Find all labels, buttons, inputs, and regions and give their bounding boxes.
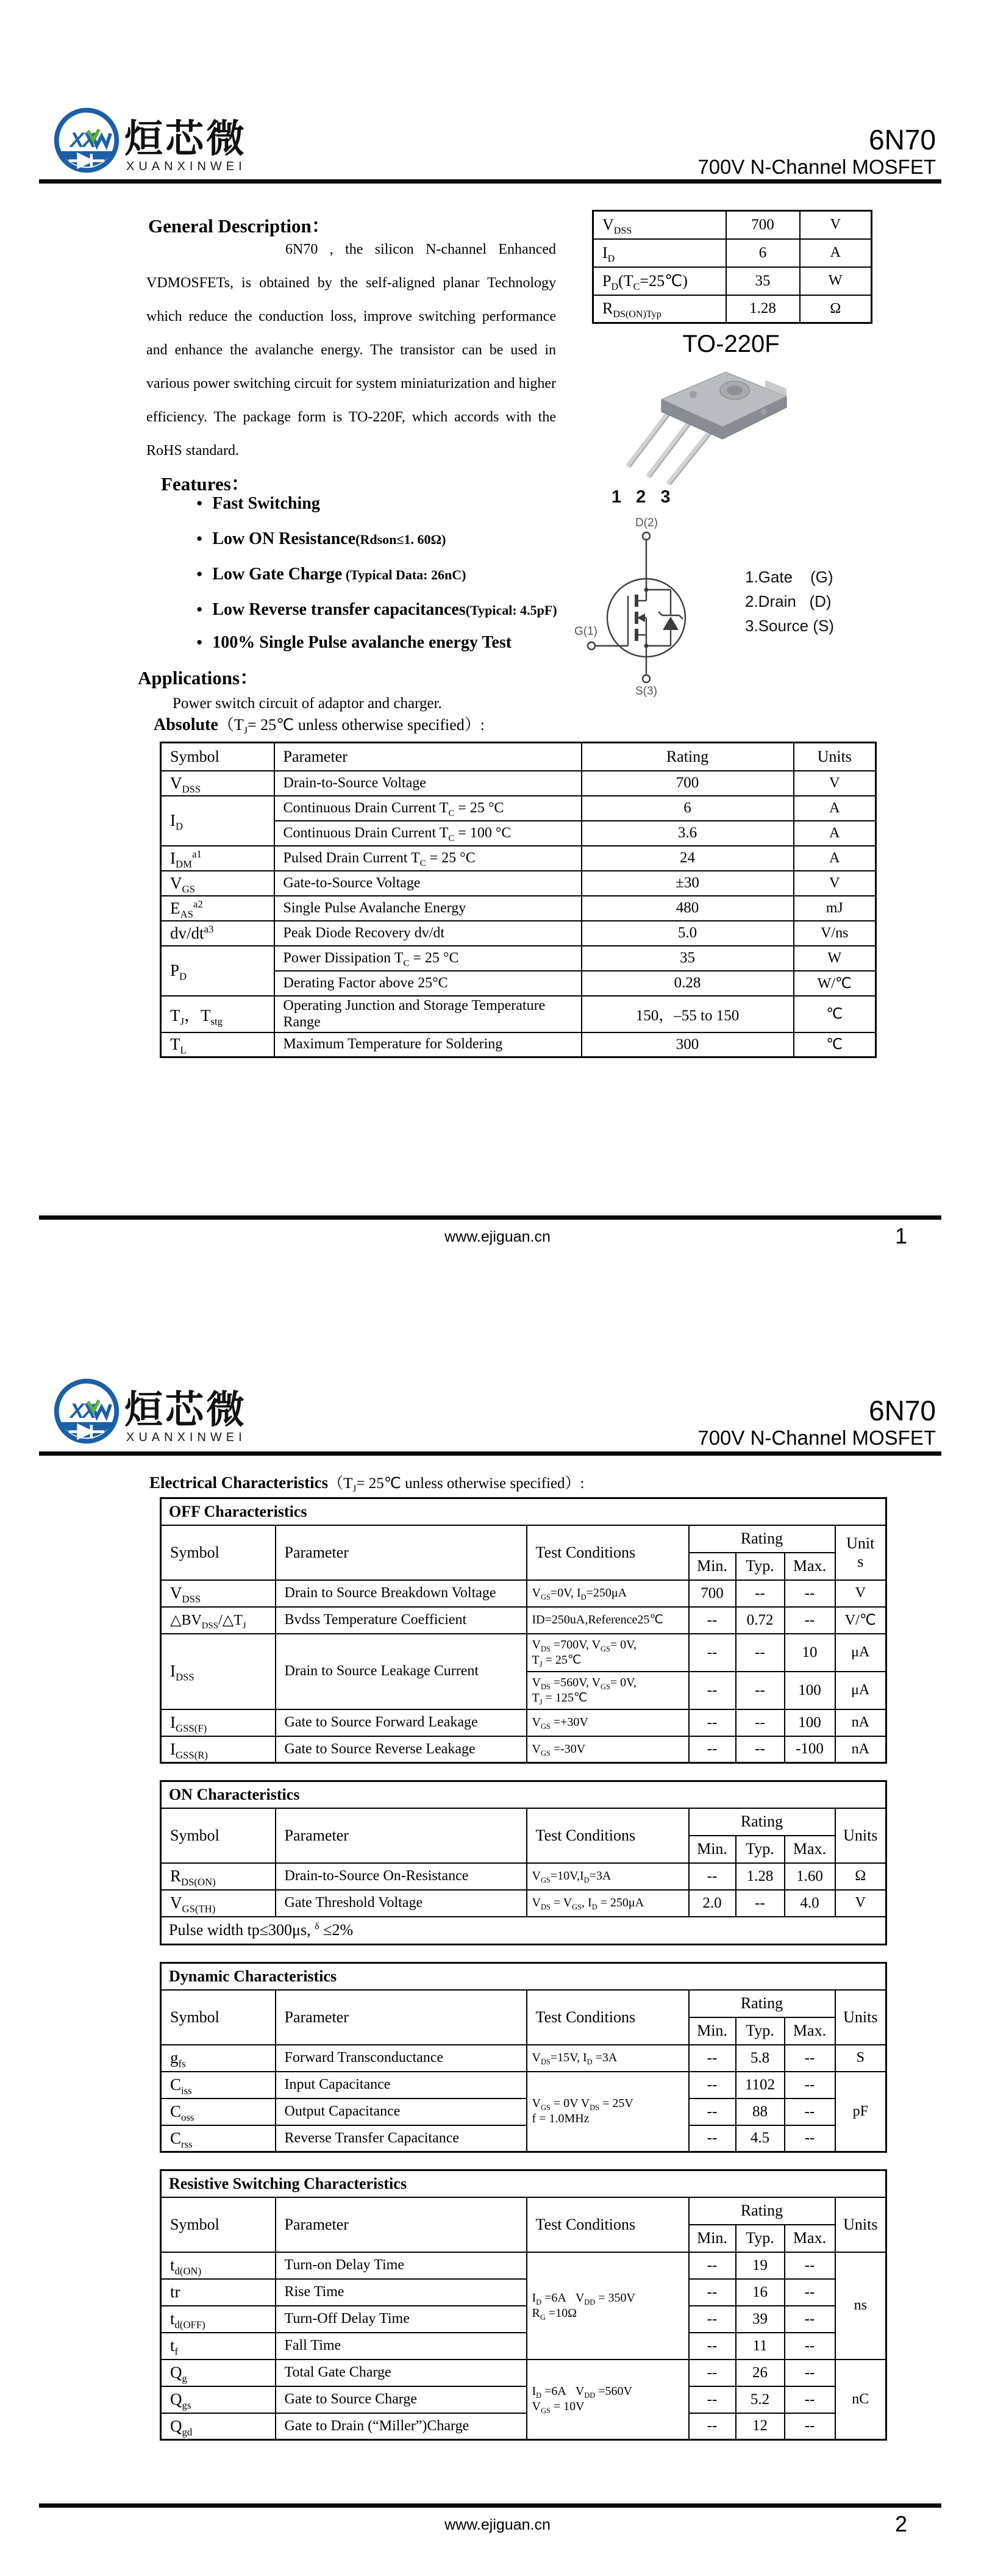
- absolute-ratings-title: $Absolute(T_J=$ 25℃ unless otherwise specified）:: [154, 715, 485, 737]
- gate-label: G(1): [574, 625, 597, 638]
- applications-title: Applications：: [138, 667, 259, 689]
- header-cell: Max.: [785, 1836, 835, 1863]
- cell: Total Gate Charge: [276, 2360, 527, 2386]
- header-cell: Min.: [689, 1553, 736, 1580]
- cell: Gate to Source Charge: [276, 2386, 527, 2413]
- cell: --: [689, 2306, 736, 2333]
- cell: Drain-to-Source Voltage: [274, 771, 582, 796]
- cell: 1.28: [726, 295, 800, 323]
- cell: $E_{AS}^{a2}$: [161, 896, 274, 921]
- cell: $V_{GS}=10V,I_D=3A$: [527, 1863, 689, 1890]
- cell: --: [785, 2072, 835, 2098]
- header-cell: Typ.: [736, 2017, 785, 2045]
- on-characteristics-table: [160, 1780, 885, 1945]
- cell: --: [689, 2413, 736, 2440]
- cell: --: [689, 2098, 736, 2125]
- cell: 700: [582, 771, 794, 796]
- cell: 2.0: [689, 1890, 736, 1917]
- footer-site: www.ejiguan.cn: [444, 2516, 551, 2533]
- cell: V: [794, 771, 876, 796]
- cell: μA: [835, 1634, 886, 1672]
- svg-text:X: X: [70, 129, 84, 152]
- quick-ratings-table: [592, 210, 871, 324]
- header-cell: Max.: [785, 2017, 835, 2045]
- cell: ℃: [794, 996, 876, 1032]
- section-title: ON Characteristics: [161, 1781, 886, 1808]
- header-cell: Parameter: [276, 1525, 527, 1580]
- cell: Maximum Temperature for Soldering: [274, 1032, 582, 1057]
- cell: $R_{DS(ON)}$: [161, 1863, 276, 1890]
- cell: 1.60: [785, 1863, 835, 1890]
- header-cell: Typ.: [736, 1836, 785, 1863]
- cell: --: [785, 1607, 835, 1634]
- cell: mJ: [794, 896, 876, 921]
- cell: 6: [726, 239, 800, 267]
- cell: 3.6: [582, 821, 794, 846]
- datasheet-page-2: [0, 1288, 995, 2576]
- bullet-icon: ●: [196, 532, 203, 544]
- cell: --: [689, 2333, 736, 2360]
- cell: V/℃: [835, 1607, 886, 1634]
- cell: $C_{iss}$: [161, 2072, 276, 2098]
- header-cell: Parameter: [276, 1808, 527, 1863]
- cell: Drain to Source Leakage Current: [276, 1634, 527, 1709]
- cell: 1102: [736, 2072, 785, 2098]
- section-title: Resistive Switching Characteristics: [161, 2170, 886, 2197]
- cell: 26: [736, 2360, 785, 2386]
- bullet-icon: ●: [196, 568, 203, 579]
- electrical-characteristics-title: Electrical $Characteristics(T_J=$ 25℃ unless otherwise specified）:: [149, 1473, 585, 1494]
- header-cell: Symbol: [161, 1525, 276, 1580]
- cell: --: [689, 2252, 736, 2279]
- cell: --: [689, 2279, 736, 2306]
- header-cell: Parameter: [276, 1990, 527, 2045]
- cell: 24: [582, 846, 794, 871]
- feature-item: ● 100% Single Pulse avalanche energy Test: [196, 633, 512, 652]
- cell: $V_{GS(TH)}$: [161, 1890, 276, 1917]
- cell: Input Capacitance: [276, 2072, 527, 2098]
- cell: $P_D(T_C=25℃)$: [593, 267, 726, 295]
- header-cell: Min.: [689, 2225, 736, 2252]
- drain-label: D(2): [635, 517, 658, 529]
- brand-logo-icon: [52, 106, 121, 174]
- cell: $V_{GS} =+30V$: [527, 1709, 689, 1736]
- cell: Turn-on Delay Time: [276, 2252, 527, 2279]
- cell: W/℃: [794, 971, 876, 996]
- cell: Continuous Drain Current $T_C = 100$ °C: [274, 821, 582, 846]
- cell: --: [689, 2360, 736, 2386]
- part-number: 6N70: [869, 1395, 936, 1426]
- cell: --: [736, 1736, 785, 1763]
- cell: Drain-to-Source On-Resistance: [276, 1863, 527, 1890]
- cell: --: [689, 2072, 736, 2098]
- package-image: [610, 363, 811, 485]
- cell: 39: [736, 2306, 785, 2333]
- pin-description-list: [745, 565, 834, 638]
- header-rule: [39, 179, 941, 184]
- cell: $g_{fs}$: [161, 2045, 276, 2072]
- brand-name-en: XUANXINWEI: [126, 1431, 246, 1444]
- cell: 88: [736, 2098, 785, 2125]
- cell: W: [794, 946, 876, 971]
- dynamic-characteristics-table: [160, 1962, 885, 2153]
- cell: --: [736, 1634, 785, 1672]
- cell: -100: [785, 1736, 835, 1763]
- brand-name-cn: 烜芯微: [124, 118, 247, 160]
- cell: 150，–55 to 150: [582, 996, 794, 1032]
- cell: S: [835, 2045, 886, 2072]
- cell: 1.28: [736, 1863, 785, 1890]
- cell: nA: [835, 1736, 886, 1763]
- cell: --: [785, 2333, 835, 2360]
- cell: --: [689, 1736, 736, 1763]
- cell: tr: [161, 2279, 276, 2306]
- part-number: 6N70: [869, 124, 936, 156]
- cell: --: [689, 2386, 736, 2413]
- cell: --: [785, 1580, 835, 1607]
- header-cell: Test Conditions: [527, 1525, 689, 1580]
- cell: nA: [835, 1709, 886, 1736]
- svg-text:X: X: [82, 129, 97, 152]
- cell: Peak Diode Recovery dv/dt: [274, 921, 582, 946]
- cell: --: [689, 1709, 736, 1736]
- cell: $P_D$: [161, 946, 274, 996]
- cell: 16: [736, 2279, 785, 2306]
- cell: $V_{DSS}$: [593, 211, 726, 239]
- cell: Operating Junction and Storage Temperature Range: [274, 996, 582, 1032]
- footer-rule: [39, 2503, 941, 2508]
- cell: ℃: [794, 1032, 876, 1057]
- cell: Power Dissipation $T_C = 25$ °C: [274, 946, 582, 971]
- cell: V: [835, 1890, 886, 1917]
- cell: V: [794, 871, 876, 896]
- cell: 11: [736, 2333, 785, 2360]
- header-cell: Units: [835, 1808, 886, 1863]
- cell: 35: [726, 267, 800, 295]
- pin-numbers: 1 2 3: [612, 487, 671, 507]
- cell: Turn-Off Delay Time: [276, 2306, 527, 2333]
- svg-text:X: X: [82, 1400, 97, 1423]
- header-cell: Units: [794, 743, 876, 771]
- cell: A: [800, 239, 872, 267]
- cell: 100: [785, 1709, 835, 1736]
- cell: --: [736, 1580, 785, 1607]
- cell: $C_{oss}$: [161, 2098, 276, 2125]
- header-cell: Typ.: [736, 2225, 785, 2252]
- header-cell: Test Conditions: [527, 2197, 689, 2252]
- cell: $I_D$: [161, 796, 274, 846]
- cell: $t_f$: [161, 2333, 276, 2360]
- header-cell: Parameter: [276, 2197, 527, 2252]
- header-cell: Symbol: [161, 743, 274, 771]
- package-name: TO-220F: [682, 331, 780, 357]
- cell: 700: [689, 1580, 736, 1607]
- pin-source: 3.Source (S): [745, 617, 834, 635]
- cell: $V_{DS}=15V$, $I_D =3A$: [527, 2045, 689, 2072]
- header-cell: Rating: [689, 1990, 835, 2017]
- cell: $V_{GS}=0V$, $I_D=250\mu A$: [527, 1580, 689, 1607]
- cell: Drain to Source Breakdown Voltage: [276, 1580, 527, 1607]
- cell: $t_{d(ON)}$: [161, 2252, 276, 2279]
- cell: --: [785, 2413, 835, 2440]
- cell: A: [794, 846, 876, 871]
- cell: Ω: [800, 295, 872, 323]
- cell: pF: [835, 2072, 886, 2152]
- features-title: Features：: [161, 473, 250, 495]
- cell: Derating Factor above 25°C: [274, 971, 582, 996]
- feature-item: ● Low ON Resistance(Rdson≤1. 60Ω): [196, 529, 446, 548]
- cell: --: [785, 2125, 835, 2152]
- header-cell: Min.: [689, 2017, 736, 2045]
- header-cell: Min.: [689, 1836, 736, 1863]
- cell: $V_{DSS}$: [161, 1580, 276, 1607]
- cell: $T_L$: [161, 1032, 274, 1057]
- cell: Forward Transconductance: [276, 2045, 527, 2072]
- feature-item: ● Fast Switching: [196, 494, 320, 513]
- cell: A: [794, 796, 876, 821]
- cell: --: [689, 2125, 736, 2152]
- absolute-ratings-table: [160, 742, 875, 1058]
- cell: A: [794, 821, 876, 846]
- cell: --: [689, 1863, 736, 1890]
- cell: Bvdss Temperature Coefficient: [276, 1607, 527, 1634]
- cell: $V_{DS} =700V$, $V_{GS}= 0V$, $T_J$ = 25℃: [527, 1634, 689, 1672]
- cell: Gate-to-Source Voltage: [274, 871, 582, 896]
- cell: $Q_{gd}$: [161, 2413, 276, 2440]
- cell: Output Capacitance: [276, 2098, 527, 2125]
- header-cell: Rating: [582, 743, 794, 771]
- section-title: OFF Characteristics: [161, 1498, 886, 1525]
- pulse-width-note: Pulse width tp≤300μs, $^\delta$ ≤2%: [161, 1917, 886, 1945]
- cell: Gate Threshold Voltage: [276, 1890, 527, 1917]
- cell: Ω: [835, 1863, 886, 1890]
- cell: $I_{DM}^{a1}$: [161, 846, 274, 871]
- cell: 10: [785, 1634, 835, 1672]
- cell: 6: [582, 796, 794, 821]
- cell: $Q_{gs}$: [161, 2386, 276, 2413]
- header-cell: Typ.: [736, 1553, 785, 1580]
- cell: $\triangle BV_{DSS}/\triangle T_J$: [161, 1607, 276, 1634]
- general-description-text: 6N70 , the silicon N-channel Enhanced VDMOSFETs, is obtained by the self-aligned planar Technology which reduce the conduction loss, improve switching performance and enhance the avalanche energy. The transistor can be used in various power switching circuit for system miniaturization and higher efficiency. The package form is TO-220F, which accords with the RoHS standard.: [146, 242, 556, 459]
- cell: V: [800, 211, 872, 239]
- header-cell: Rating: [689, 1808, 835, 1836]
- cell: $I_{DSS}$: [161, 1634, 276, 1709]
- cell: 0.28: [582, 971, 794, 996]
- cell: --: [785, 2045, 835, 2072]
- cell: $T_J$，$T_{stg}$: [161, 996, 274, 1032]
- cell: --: [785, 2306, 835, 2333]
- cell: ns: [835, 2252, 886, 2360]
- cell: $V_{GS} =-30V$: [527, 1736, 689, 1763]
- cell: V/ns: [794, 921, 876, 946]
- header-cell: Symbol: [161, 1990, 276, 2045]
- header-cell: Units: [835, 1525, 886, 1580]
- cell: $V_{GS}$: [161, 871, 274, 896]
- header-cell: Max.: [785, 2225, 835, 2252]
- cell: --: [736, 1709, 785, 1736]
- cell: Gate to Source Forward Leakage: [276, 1709, 527, 1736]
- cell: ID=250uA,Reference25℃: [527, 1607, 689, 1634]
- footer-rule: [39, 1215, 941, 1220]
- cell: 12: [736, 2413, 785, 2440]
- cell: $V_{DS} =560V$, $V_{GS}= 0V$, $T_J$ = 125℃: [527, 1672, 689, 1709]
- cell: 19: [736, 2252, 785, 2279]
- section-title: Dynamic Characteristics: [161, 1963, 886, 1990]
- cell: --: [785, 2098, 835, 2125]
- cell: --: [785, 2386, 835, 2413]
- cell: --: [689, 1634, 736, 1672]
- cell: --: [785, 2360, 835, 2386]
- cell: V: [835, 1580, 886, 1607]
- cell: ±30: [582, 871, 794, 896]
- cell: nC: [835, 2360, 886, 2440]
- brand-name-cn: 烜芯微: [124, 1389, 247, 1431]
- feature-item: ● Low Gate Charge (Typical Data: 26nC): [196, 565, 466, 584]
- cell: $I_{GSS(F)}$: [161, 1709, 276, 1736]
- cell: $Q_g$: [161, 2360, 276, 2386]
- cell: --: [689, 1607, 736, 1634]
- cell: Gate to Source Reverse Leakage: [276, 1736, 527, 1763]
- cell: $I_D =6A$ $V_{DD} = 350V$ $R_G =10\Omega$: [527, 2252, 689, 2360]
- cell: --: [785, 2279, 835, 2306]
- cell: Pulsed Drain Current $T_C = 25$ °C: [274, 846, 582, 871]
- general-description-title: General Description：: [148, 215, 330, 237]
- bullet-icon: ●: [196, 603, 203, 615]
- pin-drain: 2.Drain (D): [745, 592, 832, 610]
- part-subtitle: 700V N-Channel MOSFET: [697, 156, 936, 178]
- cell: 4.5: [736, 2125, 785, 2152]
- cell: 100: [785, 1672, 835, 1709]
- part-subtitle: 700V N-Channel MOSFET: [697, 1426, 936, 1449]
- off-characteristics-table: [160, 1497, 885, 1764]
- header-cell: Test Conditions: [527, 1808, 689, 1863]
- cell: 0.72: [736, 1607, 785, 1634]
- cell: --: [736, 1890, 785, 1917]
- cell: 5.8: [736, 2045, 785, 2072]
- cell: 35: [582, 946, 794, 971]
- cell: 5.2: [736, 2386, 785, 2413]
- cell: W: [800, 267, 872, 295]
- cell: Single Pulse Avalanche Energy: [274, 896, 582, 921]
- cell: 700: [726, 211, 800, 239]
- cell: --: [736, 1672, 785, 1709]
- cell: Fall Time: [276, 2333, 527, 2360]
- cell: Continuous Drain Current $T_C = 25$ °C: [274, 796, 582, 821]
- header-cell: Symbol: [161, 2197, 276, 2252]
- cell: --: [689, 2045, 736, 2072]
- svg-text:X: X: [70, 1400, 84, 1423]
- bullet-icon: ●: [196, 636, 203, 648]
- pin-gate: 1.Gate (G): [745, 568, 833, 586]
- header-cell: Parameter: [274, 743, 582, 771]
- source-label: S(3): [635, 685, 657, 698]
- cell: $I_{GSS(R)}$: [161, 1736, 276, 1763]
- cell: $I_D =6A$ $V_{DD} =560V$ $V_{GS} = 10V$: [527, 2360, 689, 2440]
- header-cell: Max.: [785, 1553, 835, 1580]
- header-cell: Symbol: [161, 1808, 276, 1863]
- cell: $R_{DS(ON)Typ}$: [593, 295, 726, 323]
- cell: 300: [582, 1032, 794, 1057]
- cell: --: [689, 1672, 736, 1709]
- header-cell: Units: [835, 2197, 886, 2252]
- page-number: 2: [895, 2511, 908, 2536]
- header-cell: Rating: [689, 2197, 835, 2225]
- cell: --: [785, 2252, 835, 2279]
- cell: $I_D$: [593, 239, 726, 267]
- bullet-icon: ●: [196, 497, 203, 509]
- cell: 4.0: [785, 1890, 835, 1917]
- header-rule: [39, 1451, 941, 1456]
- cell: $t_{d(OFF)}$: [161, 2306, 276, 2333]
- cell: Gate to Drain (“Miller”)Charge: [276, 2413, 527, 2440]
- applications-text: Power switch circuit of adaptor and charger.: [173, 695, 442, 712]
- resistive-switching-table: [160, 2169, 885, 2441]
- cell: $V_{DS} = V_{GS}$, $I_D = 250\mu A$: [527, 1890, 689, 1917]
- cell: μA: [835, 1672, 886, 1709]
- cell: 480: [582, 896, 794, 921]
- page-number: 1: [895, 1223, 908, 1248]
- cell: $C_{rss}$: [161, 2125, 276, 2152]
- cell: $V_{DSS}$: [161, 771, 274, 796]
- brand-name-en: XUANXINWEI: [126, 160, 246, 173]
- feature-item: ● Low Reverse transfer capacitances(Typical: 4.5pF): [196, 600, 557, 619]
- brand-logo-icon: [52, 1377, 121, 1445]
- footer-site: www.ejiguan.cn: [444, 1228, 551, 1245]
- cell: $dv/dt^{a3}$: [161, 921, 274, 946]
- header-cell: Test Conditions: [527, 1990, 689, 2045]
- header-cell: Units: [835, 1990, 886, 2045]
- cell: $V_{GS} = 0V$ $V_{DS} = 25V$ f = 1.0MHz: [527, 2072, 689, 2152]
- cell: 5.0: [582, 921, 794, 946]
- header-cell: Rating: [689, 1525, 835, 1553]
- mosfet-symbol: [573, 515, 719, 698]
- cell: Reverse Transfer Capacitance: [276, 2125, 527, 2152]
- cell: Rise Time: [276, 2279, 527, 2306]
